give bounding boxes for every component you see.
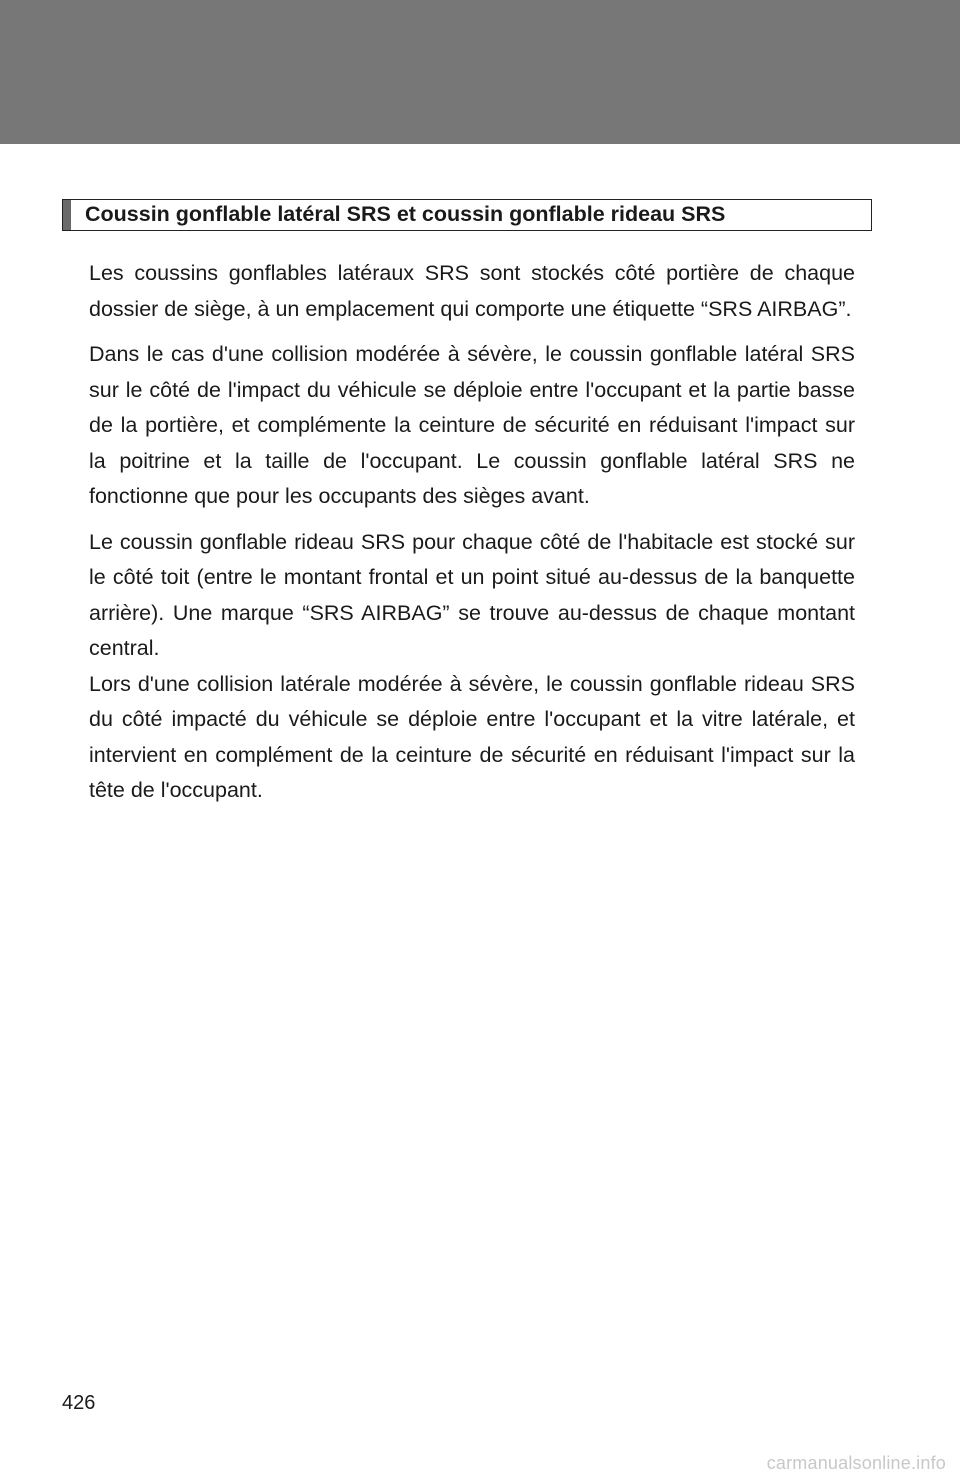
section-title: Coussin gonflable latéral SRS et coussin gonflable rideau SRS xyxy=(85,202,726,226)
paragraph-1: Les coussins gonflables latéraux SRS sont stockés côté portière de chaque dossier de siège, à un emplacement qui comporte une étiquette “SRS AIRBAG”. xyxy=(89,261,855,321)
section-header-tab xyxy=(63,200,71,230)
watermark: carmanualsonline.info xyxy=(766,1453,946,1473)
body-text xyxy=(89,256,855,809)
section-header xyxy=(62,199,872,231)
paragraph-4: Lors d'une collision latérale modérée à sévère, le coussin gonflable rideau SRS du côté impacté du véhicule se déploie entre l'occupant et la vitre latérale, et intervient en complément de la ceinture de sécurité en réduisant l'impact sur la tête de l'occupant. xyxy=(89,671,855,802)
paragraph-3: Le coussin gonflable rideau SRS pour chaque côté de l'habitacle est stocké sur le côté toit (entre le montant frontal et un point situé au-dessus de la banquette arrière). Une marque “SRS AIRBAG” se trouve au-dessus de chaque montant central. xyxy=(89,529,855,660)
paragraph-2: Dans le cas d'une collision modérée à sévère, le coussin gonflable latéral SRS sur le côté de l'impact du véhicule se déploie entre l'occupant et la partie basse de la portière, et complémente la ceinture de sécurité en réduisant l'impact sur la poitrine et la taille de l'occupant. Le coussin gonflable latéral SRS ne fonctionne que pour les occupants des sièges avant. xyxy=(89,342,855,508)
page-number: 426 xyxy=(62,1392,96,1414)
header-band xyxy=(0,0,960,144)
